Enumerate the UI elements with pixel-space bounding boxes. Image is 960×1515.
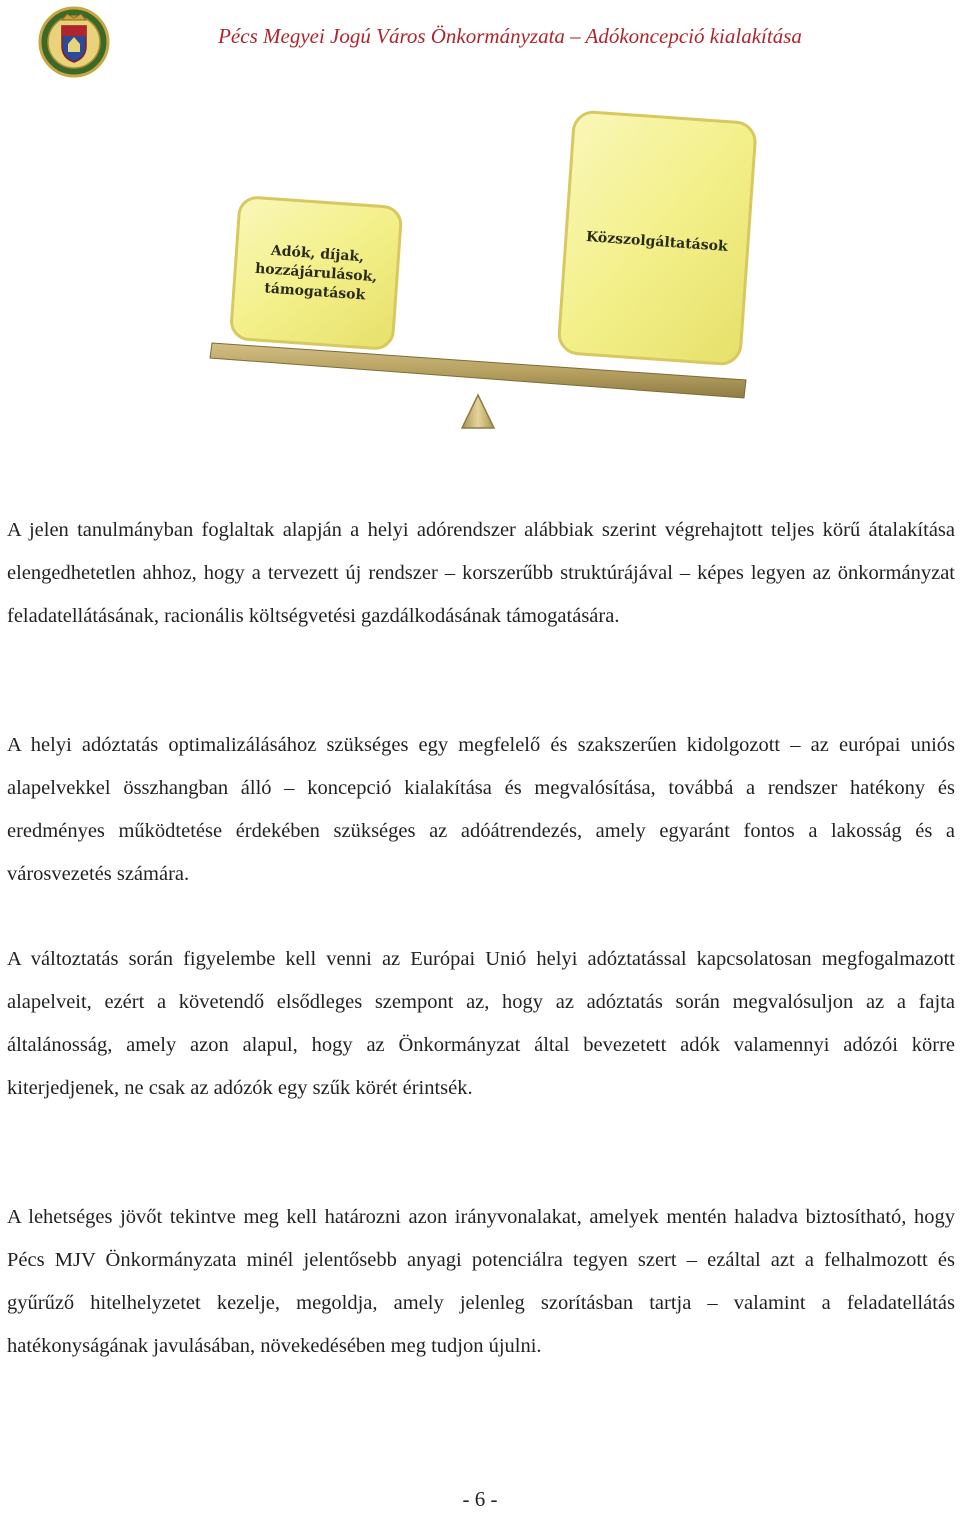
left-box-label-line3: támogatások	[263, 280, 366, 304]
scale-fulcrum	[462, 395, 494, 428]
left-box-label-line1: Adók, díjak,	[270, 242, 365, 266]
right-box-label: Közszolgáltatások	[585, 229, 729, 255]
body-paragraph-4: A lehetséges jövőt tekintve meg kell határozni azon irányvonalakat, amelyek mentén haladva biztosítható, hogy Pécs MJV Önkormányzata minél jelentősebb anyagi potenciálra tegyen szert – ezáltal azt a felhalmozott és gyűrűző hitelhelyzetet kezelje, megoldja, amely jelenleg szorításban tartja – valamint a feladatellátás hatékonyságának javulásában, növekedésében meg tudjon újulni.	[7, 1206, 955, 1357]
body-paragraph-1: A jelen tanulmányban foglaltak alapján a helyi adórendszer alábbiak szerint végrehajtott teljes körű átalakítása elengedhetetlen ahhoz, hogy a tervezett új rendszer – korszerűbb struktúrájával – képes legyen az önkormányzat feladatellátásának, racionális költségvetési gazdálkodásának támogatására.	[7, 519, 955, 627]
body-paragraph-3: A változtatás során figyelembe kell venni az Európai Unió helyi adóztatással kapcsolatosan megfogalmazott alapelveit, ezért a követendő elsődleges szempont az, hogy az adóztatás során megvalósuljon az a fajta általánosság, amely azon alapul, hogy az Önkormányzat által bevezetett adók valamennyi adózói körre kiterjedjenek, ne csak az adózók egy szűk körét érintsék.	[7, 948, 955, 1099]
balance-scale-diagram	[0, 0, 960, 470]
body-paragraph-2: A helyi adóztatás optimalizálásához szükséges egy megfelelő és szakszerűen kidolgozott – az európai uniós alapelvekkel összhangban álló – koncepció kialakítása és megvalósítása, továbbá a rendszer hatékony és eredményes működtetése érdekében szükséges az adóátrendezés, amely egyaránt fontos a lakosság és a városvezetés számára.	[7, 734, 955, 885]
left-box-label-line2: hozzájárulások,	[254, 260, 378, 286]
left-weight-box	[230, 197, 402, 350]
page-number: - 6 -	[462, 1487, 498, 1511]
right-weight-box	[558, 111, 756, 365]
document-header-title: Pécs Megyei Jogú Város Önkormányzata – Adókoncepció kialakítása	[218, 24, 802, 48]
